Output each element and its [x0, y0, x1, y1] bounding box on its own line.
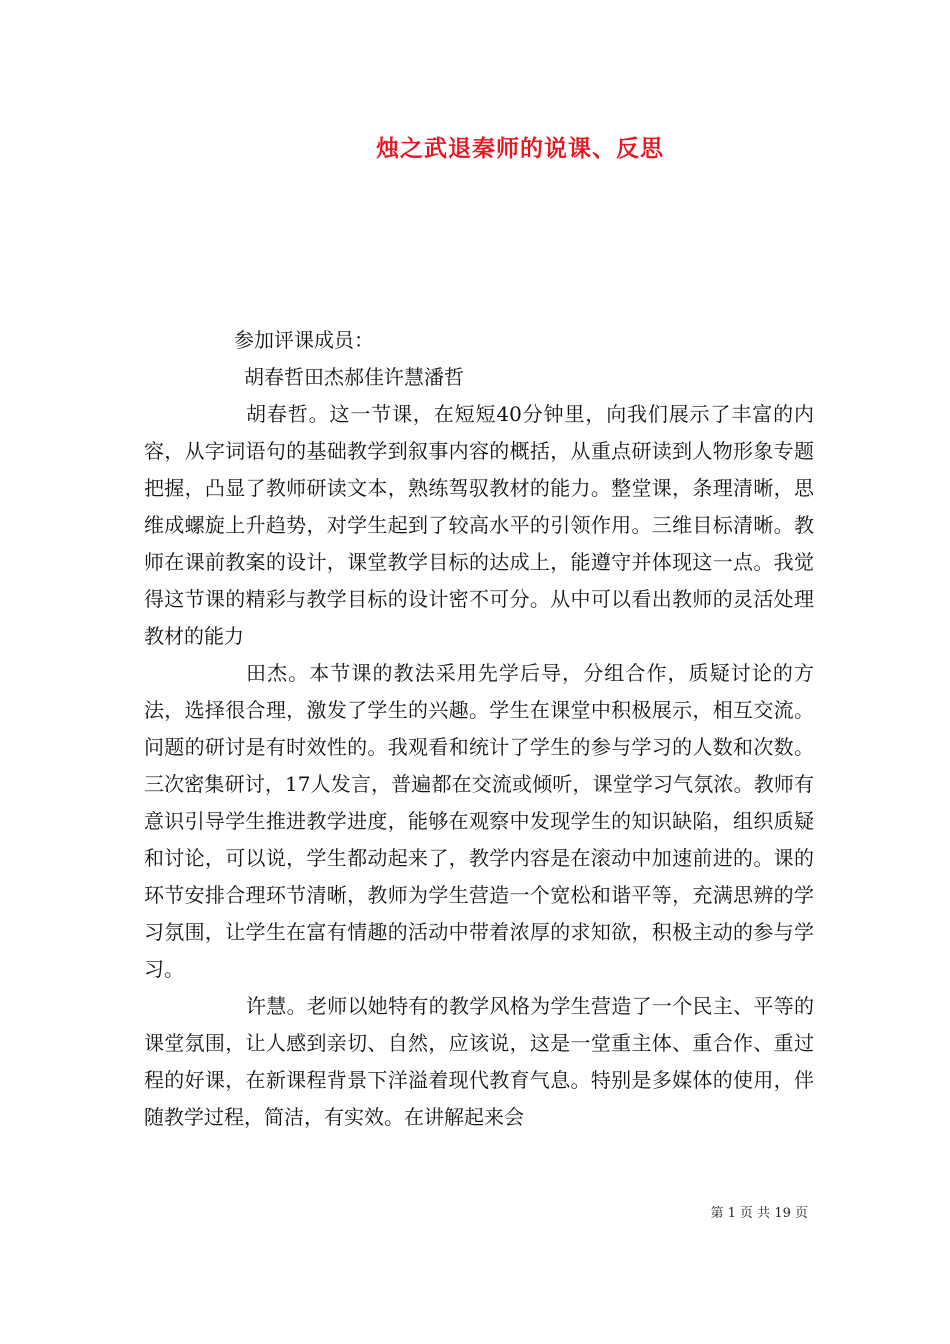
members-label: 参加评课成员： — [234, 328, 374, 352]
page-number-footer: 第 1 页 共 19 页 — [710, 1206, 808, 1221]
paragraph-hu-chunzhe: 胡春哲。这一节课，在短短40分钟里，向我们展示了丰富的内容，从字词语句的基础教学到叙事内容的概括，从重点研读到人物形象专题把握，凸显了教师研读文本，熟练驾驭教材的能力。整堂课，条理清晰，思维成螺旋上升趋势，对学生起到了较高水平的引领作用。三维目标清晰。教师在课前教案的设计，课堂教学目标的达成上，能遵守并体现这一点。我觉得这节课的精彩与教学目标的设计密不可分。从中可以看出教师的灵活处理教材的能力 — [144, 402, 814, 648]
paragraph-tian-jie: 田杰。本节课的教法采用先学后导，分组合作，质疑讨论的方法，选择很合理，激发了学生的兴趣。学生在课堂中积极展示，相互交流。问题的研讨是有时效性的。我观看和统计了学生的参与学习的人数和次数。三次密集研讨，17人发言，普遍都在交流或倾听，课堂学习气氛浓。教师有意识引导学生推进教学进度，能够在观察中发现学生的知识缺陷，组织质疑和讨论，可以说，学生都动起来了，教学内容是在滚动中加速前进的。课的环节安排合理环节清晰，教师为学生营造一个宽松和谐平等，充满思辨的学习氛围，让学生在富有情趣的活动中带着浓厚的求知欲，积极主动的参与学习。 — [144, 661, 814, 981]
members-names: 胡春哲田杰郝佳许慧潘哲 — [244, 365, 464, 389]
paragraph-xu-hui: 许慧。老师以她特有的教学风格为学生营造了一个民主、平等的课堂氛围，让人感到亲切、自然，应该说，这是一堂重主体、重合作、重过程的好课，在新课程背景下洋溢着现代教育气息。特别是多媒体的使用，伴随教学过程，简洁，有实效。在讲解起来会 — [144, 994, 814, 1129]
document-body — [144, 322, 814, 1136]
document-title: 烛之武退秦师的说课、反思 — [376, 135, 664, 162]
